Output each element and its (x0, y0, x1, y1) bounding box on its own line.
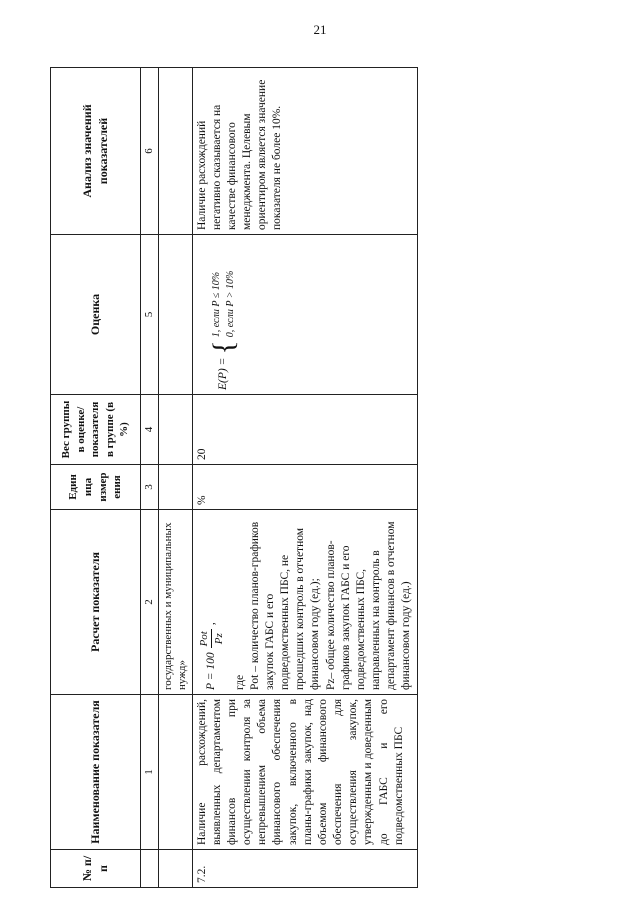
header-unit: Един ица измер ения (51, 465, 141, 510)
indicator-table (50, 67, 418, 888)
column-number-cell: 4 (141, 395, 159, 465)
column-number-cell: 5 (141, 235, 159, 395)
header-row (51, 68, 141, 888)
analysis-cell: Наличие расхождений негативно сказывается на качестве финансового менеджмента. Целевым ориентиром является значение показателя не более 10%. (192, 68, 417, 235)
indicator-row (192, 68, 417, 888)
brace-glyph: { (206, 340, 240, 355)
rotated-table-container (50, 68, 590, 888)
column-number-cell: 3 (141, 465, 159, 510)
unit-cell: % (192, 465, 417, 510)
formula-fraction (197, 629, 227, 648)
estimate-case-1: 1, если P ≤ 10% (211, 271, 223, 338)
header-estimate: Оценка (51, 235, 141, 395)
estimate-cases (210, 271, 236, 338)
estimate-case-2: 0, если P > 10% (224, 270, 236, 338)
indicator-name: Наличие расхождений, выявленных департаментом финансов при осуществлении контроля за непревышением объема финансового обеспечения закупок, включенного в планы-графики закупок, над объемом финансового обеспечения для осуществления закупок, утвержденным и доведенным до ГАБС и его подведомственных ПБС (192, 695, 417, 850)
header-number: № п/п (51, 850, 141, 888)
estimate-left: E(P) = (216, 357, 229, 390)
row-number: 7.2. (192, 850, 417, 888)
formula-denominator: Pz (213, 633, 226, 645)
header-name: Наименование показателя (51, 695, 141, 850)
column-number-cell: 2 (141, 510, 159, 695)
column-number-cell (141, 850, 159, 888)
where-label: где (233, 674, 246, 690)
estimate-formula (206, 239, 240, 390)
continuation-text: государственных и муниципальных нужд» (158, 510, 192, 695)
header-calculation: Расчет показателя (51, 510, 141, 695)
formula-numerator: Pot (197, 629, 213, 648)
header-weight: Вес группы в оценке/ показателя в группе (в %) (51, 395, 141, 465)
column-number-cell: 1 (141, 695, 159, 850)
calculation-cell (192, 510, 417, 695)
definition-pot: Pot – количество планов-графиков закупок ГАБС и его подведомственных ПБС, не прошедших контроль в отчетном финансовом году (ед.); (248, 521, 322, 690)
formula (197, 514, 227, 690)
estimate-cell (192, 235, 417, 395)
continuation-row (158, 68, 192, 888)
page-number: 21 (313, 22, 327, 37)
weight-cell: 20 (192, 395, 417, 465)
header-analysis: Анализ значений показателей (51, 68, 141, 235)
formula-tail: , (204, 622, 217, 626)
column-number-cell: 6 (141, 68, 159, 235)
definition-pz: Pz– общее количество планов-графиков закупок ГАБС и его подведомственных ПБС, направленных на контроль в департамент финансов в отчетном финансовом году (ед.) (324, 521, 413, 690)
column-number-row (141, 68, 159, 888)
formula-left: P = 100 (204, 652, 217, 690)
